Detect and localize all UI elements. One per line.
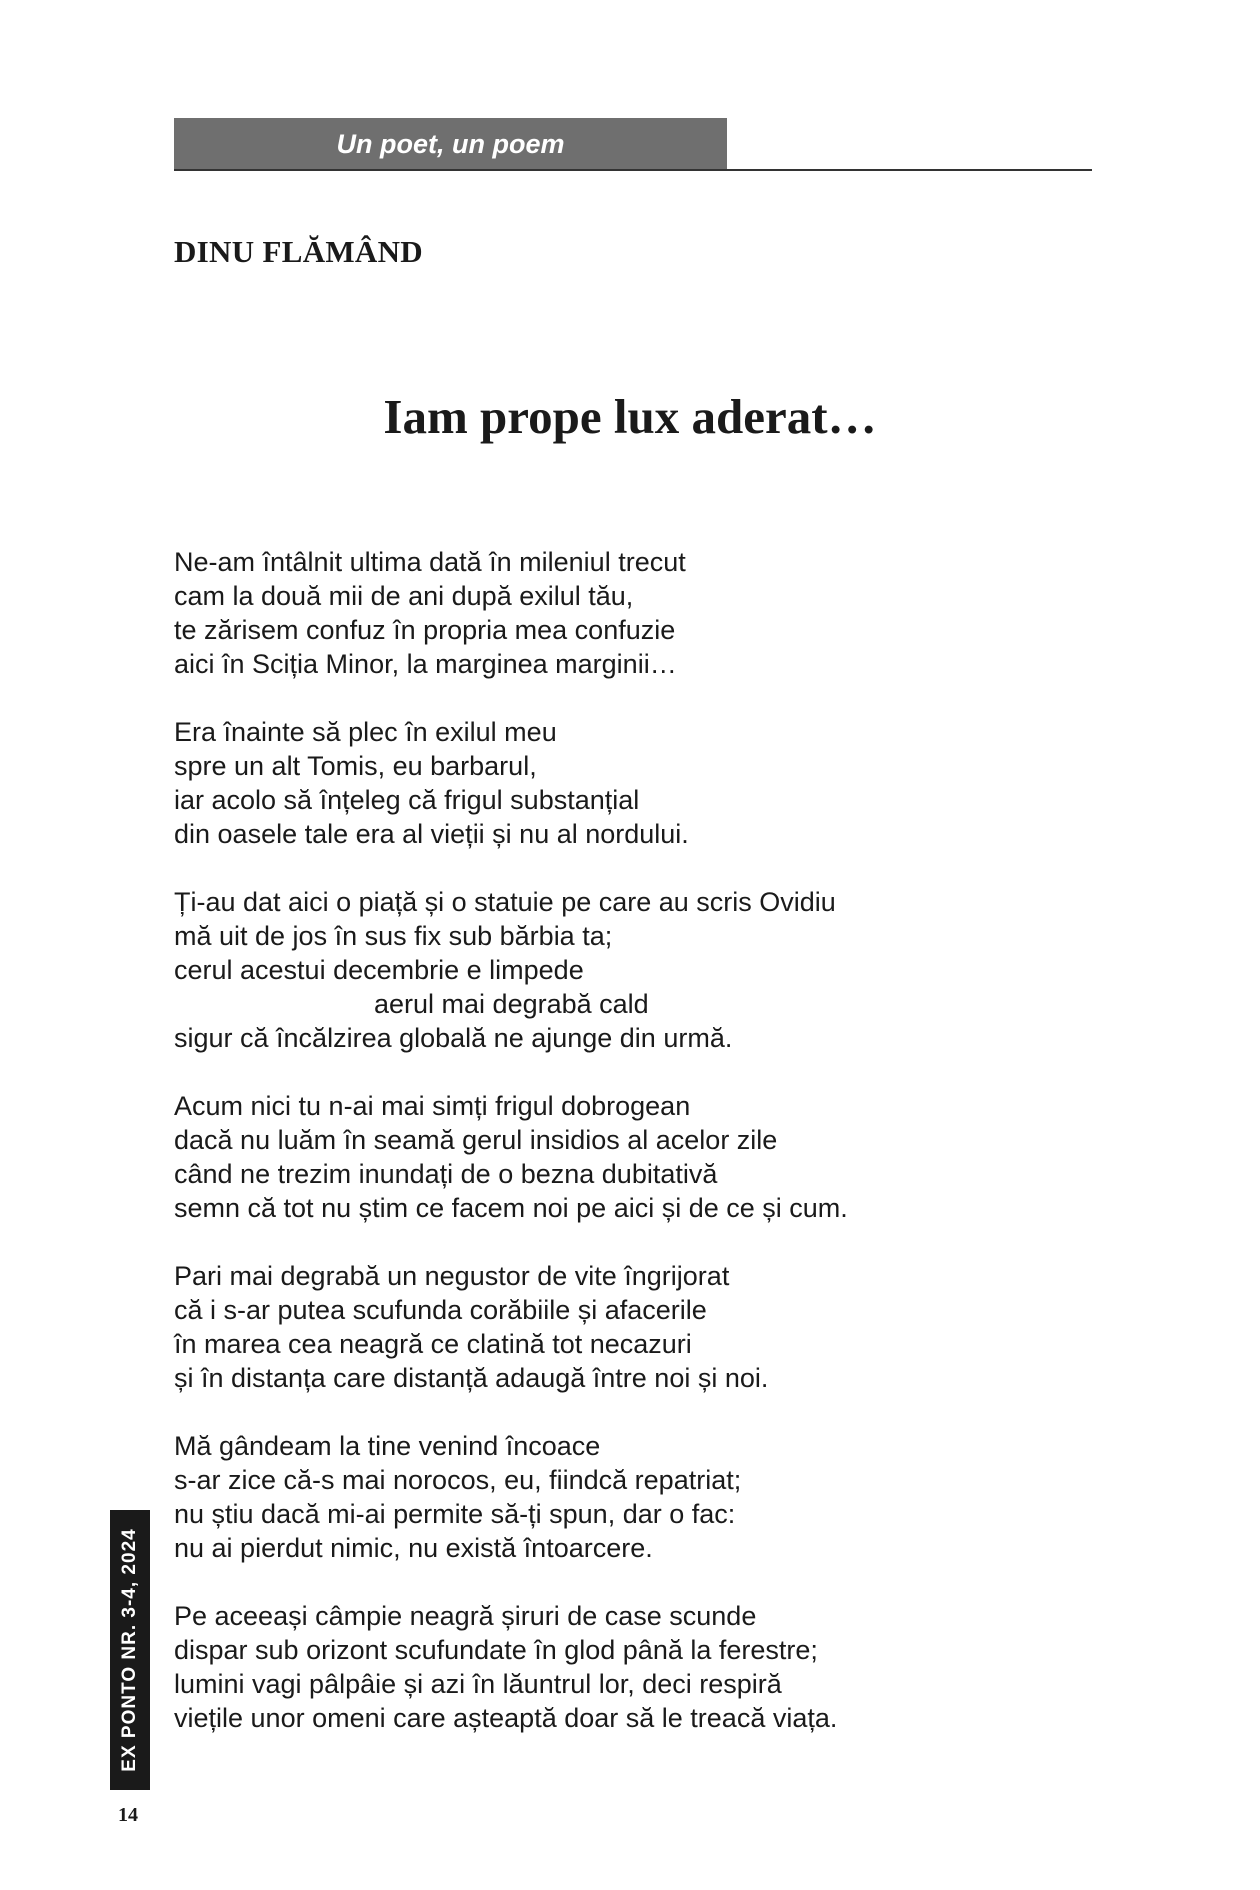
section-label: Un poet, un poem — [336, 128, 565, 159]
poem-line: dacă nu luăm în seamă gerul insidios al acelor zile — [174, 1125, 778, 1155]
journal-sidebar — [110, 1510, 150, 1790]
poem-line: te zărisem confuz în propria mea confuzie — [174, 615, 676, 645]
poem-line: din oasele tale era al vieții și nu al nordului. — [174, 819, 689, 849]
page-number: 14 — [118, 1804, 138, 1826]
poem-title: Iam prope lux aderat… — [383, 389, 877, 444]
poem-line: semn că tot nu știm ce facem noi pe aici și de ce și cum. — [174, 1193, 848, 1223]
poem-line: nu ai pierdut nimic, nu există întoarcere. — [174, 1533, 653, 1563]
poem-line: nu știu dacă mi-ai permite să-ți spun, dar o fac: — [174, 1499, 736, 1529]
stanza — [174, 1429, 1074, 1565]
poem-line: când ne trezim inundați de o bezna dubitativă — [174, 1159, 718, 1189]
poem-line: Pari mai degrabă un negustor de vite îngrijorat — [174, 1261, 730, 1291]
poem-line: viețile unor omeni care așteaptă doar să le treacă viața. — [174, 1703, 838, 1733]
poem-line: cam la două mii de ani după exilul tău, — [174, 581, 634, 611]
stanza — [174, 715, 1074, 851]
poem-line: Ți-au dat aici o piață și o statuie pe care au scris Ovidiu — [174, 887, 836, 917]
poem-line: dispar sub orizont scufundate în glod până la ferestre; — [174, 1635, 818, 1665]
stanza — [174, 1599, 1074, 1735]
poem-line: Era înainte să plec în exilul meu — [174, 717, 557, 747]
section-divider — [174, 169, 1092, 171]
poem-line: aici în Sciția Minor, la marginea marginii… — [174, 649, 677, 679]
stanza — [174, 1259, 1074, 1395]
poem-line: în marea cea neagră ce clatină tot necazuri — [174, 1329, 692, 1359]
poem-line: s-ar zice că-s mai norocos, eu, fiindcă repatriat; — [174, 1465, 742, 1495]
journal-issue-label: EX PONTO NR. 3-4, 2024 — [119, 1528, 140, 1772]
section-label-bar — [174, 118, 727, 170]
poem-body — [174, 545, 1074, 1769]
poem-line: iar acolo să înțeleg că frigul substanțial — [174, 785, 640, 815]
stanza — [174, 545, 1074, 681]
poem-line: sigur că încălzirea globală ne ajunge din urmă. — [174, 1023, 733, 1053]
poem-line: că i s-ar putea scufunda corăbiile și afacerile — [174, 1295, 707, 1325]
poem-line: spre un alt Tomis, eu barbarul, — [174, 751, 537, 781]
poem-line: Acum nici tu n-ai mai simți frigul dobrogean — [174, 1091, 691, 1121]
stanza — [174, 1089, 1074, 1225]
poem-line: lumini vagi pâlpâie și azi în lăuntrul lor, deci respiră — [174, 1669, 782, 1699]
poem-line: Ne-am întâlnit ultima dată în mileniul trecut — [174, 547, 686, 577]
poem-line: și în distanța care distanță adaugă între noi și noi. — [174, 1363, 769, 1393]
stanza — [174, 885, 1074, 1055]
author-name: DINU FLĂMÂND — [174, 234, 423, 269]
poem-line: Mă gândeam la tine venind încoace — [174, 1431, 601, 1461]
poem-line: mă uit de jos în sus fix sub bărbia ta; — [174, 921, 613, 951]
poem-line: Pe aceeași câmpie neagră șiruri de case scunde — [174, 1601, 757, 1631]
poem-line-indented: aerul mai degrabă cald — [374, 989, 649, 1019]
poem-line: cerul acestui decembrie e limpede — [174, 955, 584, 985]
